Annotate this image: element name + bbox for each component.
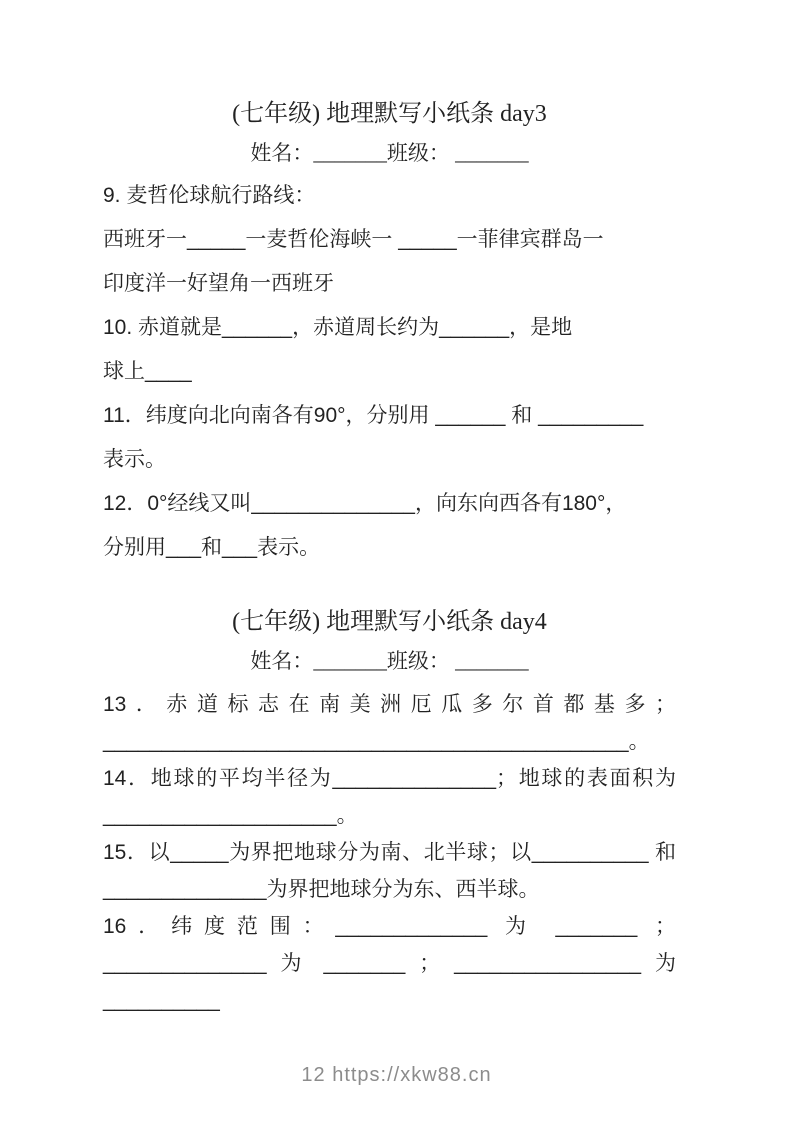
class-label: 班级：	[386, 649, 450, 673]
question-12-line-1: 12．0°经线又叫______________，向东向西各有180°，	[103, 492, 627, 515]
section-day4	[103, 606, 676, 1019]
name-label: 姓名：	[250, 141, 314, 165]
question-16-line-1: 16．纬度范围：_____________ 为 _______ ；	[103, 915, 676, 938]
question-11-line-2: 表示。	[103, 448, 166, 471]
question-11-line-1: 11．纬度向北向南各有90°，分别用 ______ 和 _________	[103, 404, 644, 427]
name-label: 姓名：	[250, 649, 314, 673]
name-class-line-day3	[103, 138, 676, 168]
page-content	[103, 98, 676, 1019]
footer-text: 12 https://xkw88.cn	[301, 1064, 492, 1086]
page-footer	[0, 1062, 793, 1088]
questions-day4	[103, 686, 676, 1019]
question-13-line-2: _____________________________________________。	[103, 730, 650, 753]
question-10-line-2: 球上____	[103, 360, 192, 383]
worksheet-title-day3: (七年级) 地理默写小纸条 day3	[232, 101, 547, 127]
question-14-line-1: 14．地球的平均半径为______________；地球的表面积为	[103, 767, 676, 790]
question-10-line-1: 10. 赤道就是______，赤道周长约为______，是地	[103, 316, 573, 339]
question-13-line-1: 13．赤道标志在南美洲厄瓜多尔首都基多；	[103, 693, 676, 716]
class-blank: _______	[449, 649, 529, 673]
question-9-line-2: 西班牙一_____一麦哲伦海峡一 _____一菲律宾群岛一	[103, 228, 604, 251]
question-15-line-1: 15．以_____为界把地球分为南、北半球；以__________ 和	[103, 841, 676, 864]
name-blank: _______	[313, 141, 387, 165]
question-12-line-2: 分别用___和___表示。	[103, 536, 321, 559]
question-16-line-3: __________	[103, 989, 220, 1012]
question-15-line-2: ______________为界把地球分为东、西半球。	[103, 878, 540, 901]
class-label: 班级：	[386, 141, 450, 165]
class-blank: _______	[449, 141, 529, 165]
name-class-line-day4	[103, 646, 676, 676]
name-blank: _______	[313, 649, 387, 673]
question-9-line-1: 9. 麦哲伦球航行路线：	[103, 184, 316, 207]
questions-day3	[103, 174, 676, 570]
question-9-line-3: 印度洋一好望角一西班牙	[103, 272, 334, 295]
worksheet-title-day4: (七年级) 地理默写小纸条 day4	[232, 609, 547, 635]
question-14-line-2: ____________________。	[103, 804, 358, 827]
section-day3	[103, 98, 676, 570]
question-16-line-2: ______________ 为 _______ ； ________________ 为	[103, 952, 676, 975]
